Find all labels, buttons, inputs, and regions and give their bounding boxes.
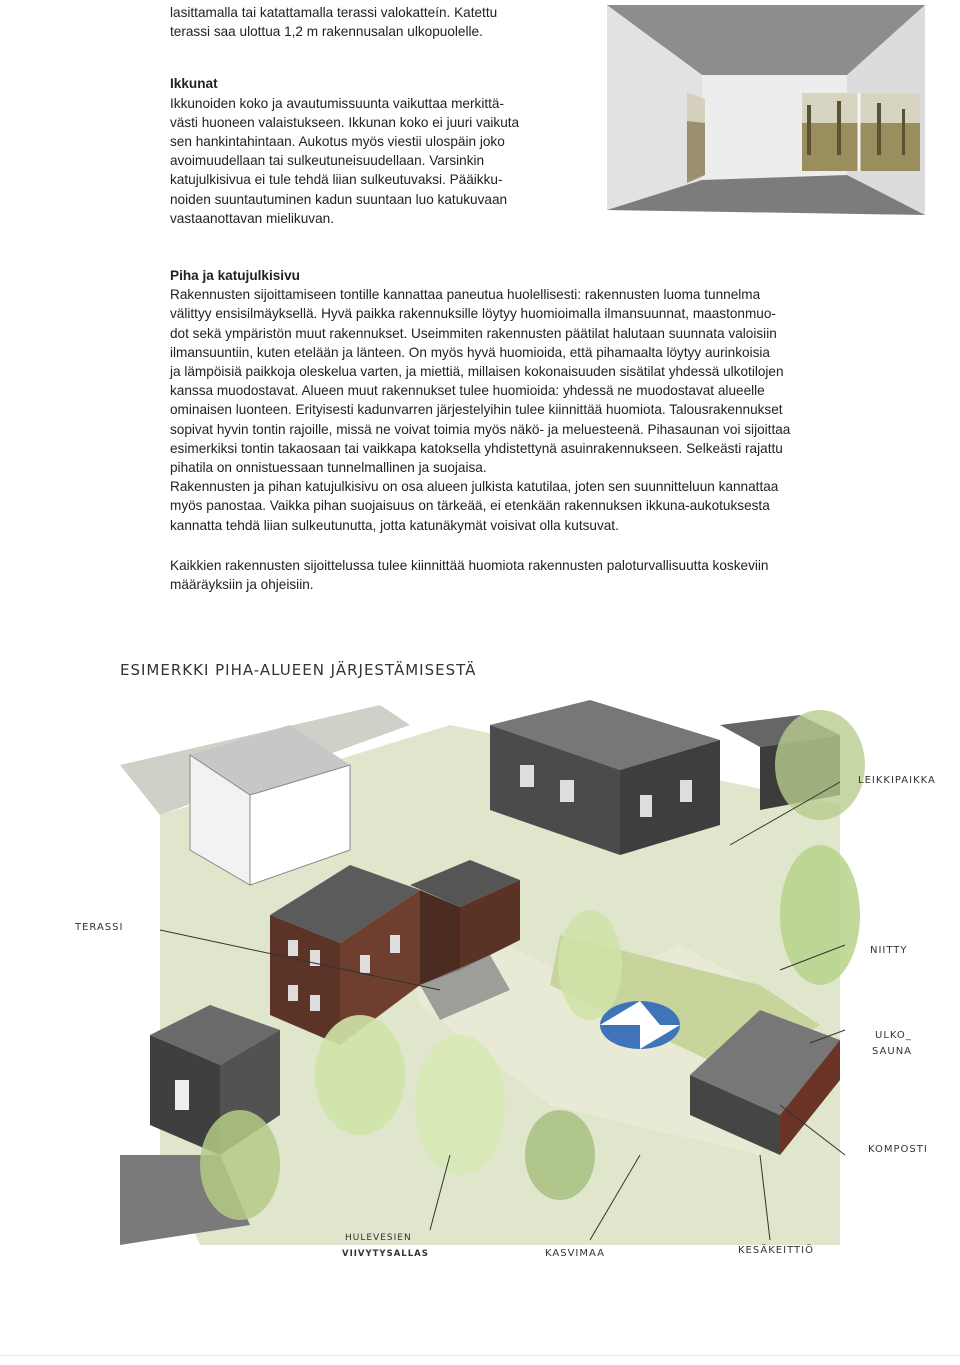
ikkunat-line: Ikkunoiden koko ja avautumissuunta vaikuttaa merkittä- [170, 95, 504, 111]
ikkunat-line: noiden suuntautuminen kadun suuntaan luo katukuvaan [170, 191, 508, 207]
window-landscape [802, 93, 920, 171]
umbrella [600, 1001, 680, 1049]
label-ulko: ULKO_ [875, 1030, 912, 1041]
room-window-illustration [607, 5, 925, 215]
piha-final-line: määräyksiin ja ohjeisiin. [170, 577, 314, 593]
side-window [687, 93, 705, 183]
piha-line: Rakennusten ja pihan katujulkisivu on osa alueen julkista katutilaa, joten sen suunnitteluun kannattaa [170, 479, 779, 495]
piha-line: Rakennusten sijoittamiseen tontille kannattaa paneutua huolellisesti: rakennusten luoma tunnelma [170, 287, 761, 303]
yard-aerial-illustration [120, 685, 960, 1275]
piha-line: esimerkiksi tontin takaosaan tai vaikkapa katoksella yhdistettynä asuinrakennukseen. Selkeästi rajattu [170, 440, 783, 456]
ikkunat-line: avoimuudellaan tai sulkeutuneisuudellaan. Varsinkin [170, 153, 485, 169]
intro-line: terassi saa ulottua 1,2 m rakennusalan ulkopuolelle. [170, 24, 483, 40]
ikkunat-line: västi huoneen valaistukseen. Ikkunan koko ei juuri vaikuta [170, 114, 520, 130]
piha-line: dot sekä ympäristön muut rakennukset. Useimmiten rakennusten päätilat halutaan suunnata valoisiin [170, 325, 777, 341]
piha-line: myös panostaa. Vaikka pihan suojaisuus on tärkeää, ei etenkään rakennuksen ikkuna-aukotuksesta [170, 498, 770, 514]
label-komposti: KOMPOSTI [868, 1144, 928, 1155]
piha-line: kannatta tehdä liian sulkeutunutta, jotta katunäkymät voisivat olla kutsuvat. [170, 517, 619, 533]
piha-line: pihatila on onnistuessaan tunnelmallinen ja suojaisa. [170, 460, 487, 476]
label-leikkipaikka: LEIKKIPAIKKA [858, 775, 936, 786]
label-hulevesien: HULEVESIEN [345, 1233, 412, 1243]
ikkunat-heading: Ikkunat [170, 76, 218, 92]
piha-line: ilmansuuntiin, kuten etelään ja länteen. On myös hyvä huomioida, että pihamaalta löytyy aurinkoisia [170, 344, 770, 360]
piha-line: kanssa muodostavat. Alueen muut rakennukset tulee huomioida: yhdessä ne muodostavat alueelle [170, 383, 765, 399]
ikkunat-line: katujulkisivua ei tule tehdä liian sulkeutuvaksi. Pääikku- [170, 172, 503, 188]
label-kasvimaa: KASVIMAA [545, 1248, 605, 1259]
ikkunat-line: sen hankintahintaan. Aukotus myös viestii ulospäin joko [170, 134, 505, 150]
piha-text-block [170, 266, 930, 594]
intro-line: lasittamalla tai katattamalla terassi valokatteín. Katettu [170, 5, 498, 20]
bottom-divider [0, 1355, 960, 1356]
ikkunat-line: vastaanottavan mielikuvan. [170, 210, 334, 226]
piha-heading: Piha ja katujulkisivu [170, 268, 300, 283]
intro-text-block [170, 3, 610, 228]
label-viivytysallas: VIIVYTYSALLAS [342, 1249, 429, 1259]
label-kesakeittio: KESÄKEITTIÖ [738, 1245, 814, 1256]
label-terassi: TERASSI [75, 922, 124, 933]
label-niitty: NIITTY [870, 945, 908, 956]
piha-line: ja lämpöisiä paikkoja oleskelua varten, ja miettiä, millaisen kokonaisuuden sisätilat yhdessä ulkotilojen [170, 364, 784, 380]
label-sauna: SAUNA [872, 1046, 913, 1057]
piha-final-line: Kaikkien rakennusten sijoittelussa tulee kiinnittää huomiota rakennusten paloturvallisuutta koskeviin [170, 557, 769, 573]
piha-line: sopivat hyvin tontin rajoille, missä ne voivat toimia myös näkö- ja meluesteenä. Pihasaunan voi sijoittaa [170, 421, 791, 437]
drawing-title: ESIMERKKI PIHA-ALUEEN JÄRJESTÄMISESTÄ [120, 661, 477, 679]
piha-line: ominaisen luonteen. Erityisesti kadunvarren järjestelyihin tulee kiinnittää huomiota. Talousrakennukset [170, 402, 783, 418]
piha-line: välittyy ensisilmäyksellä. Hyvä paikka rakennuksille löytyy huomioimalla ilmansuunnat, maastonmuo- [170, 306, 776, 322]
